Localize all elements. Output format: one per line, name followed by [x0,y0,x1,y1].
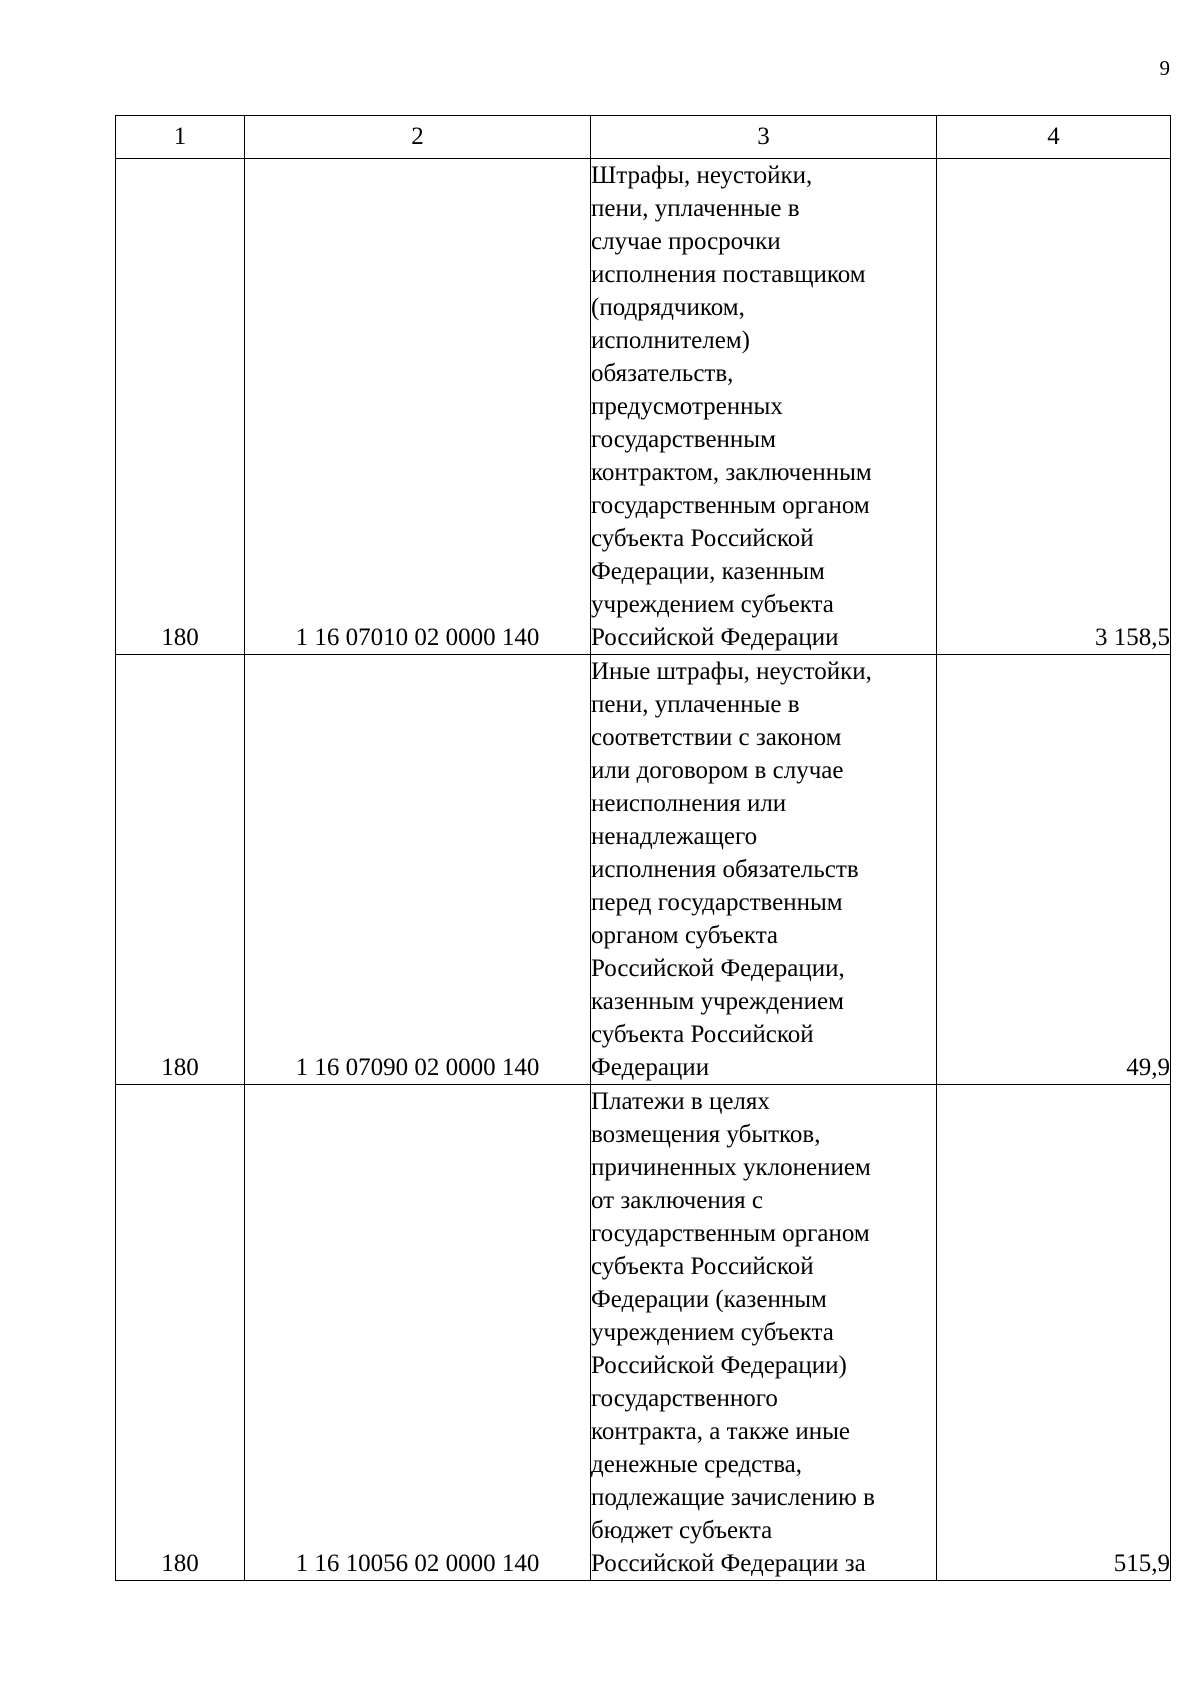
admin-code-cell: 180 [116,1085,245,1581]
table-row [116,159,1171,655]
table-row [116,1085,1171,1581]
amount-cell: 3 158,5 [937,159,1171,655]
column-header-3: 3 [591,116,937,159]
revenue-name-cell: Платежи в целях возмещения убытков, причиненных уклонением от заключения с государственным органом субъекта Российской Федерации (казенным учреждением субъекта Российской Федерации) государственного контракта, а также иные денежные средства, подлежащие зачислению в бюджет субъекта Российской Федерации за [591,1085,937,1581]
column-header-2: 2 [245,116,591,159]
admin-code-cell: 180 [116,159,245,655]
budget-code-cell: 1 16 07010 02 0000 140 [245,159,591,655]
admin-code-cell: 180 [116,655,245,1085]
budget-code-cell: 1 16 07090 02 0000 140 [245,655,591,1085]
revenue-name-cell: Иные штрафы, неустойки, пени, уплаченные в соответствии с законом или договором в случае неисполнения или ненадлежащего исполнения обязательств перед государственным органом субъекта Российской Федерации, казенным учреждением субъекта Российской Федерации [591,655,937,1085]
column-header-1: 1 [116,116,245,159]
column-header-4: 4 [937,116,1171,159]
revenue-name-cell: Штрафы, неустойки, пени, уплаченные в случае просрочки исполнения поставщиком (подрядчиком, исполнителем) обязательств, предусмотренных государственным контрактом, заключенным государственным органом субъекта Российской Федерации, казенным учреждением субъекта Российской Федерации [591,159,937,655]
page-number: 9 [1159,56,1170,80]
budget-code-cell: 1 16 10056 02 0000 140 [245,1085,591,1581]
table-row [116,655,1171,1085]
amount-cell: 49,9 [937,655,1171,1085]
table-header-row [116,116,1171,159]
amount-cell: 515,9 [937,1085,1171,1581]
revenue-table [115,115,1171,1581]
